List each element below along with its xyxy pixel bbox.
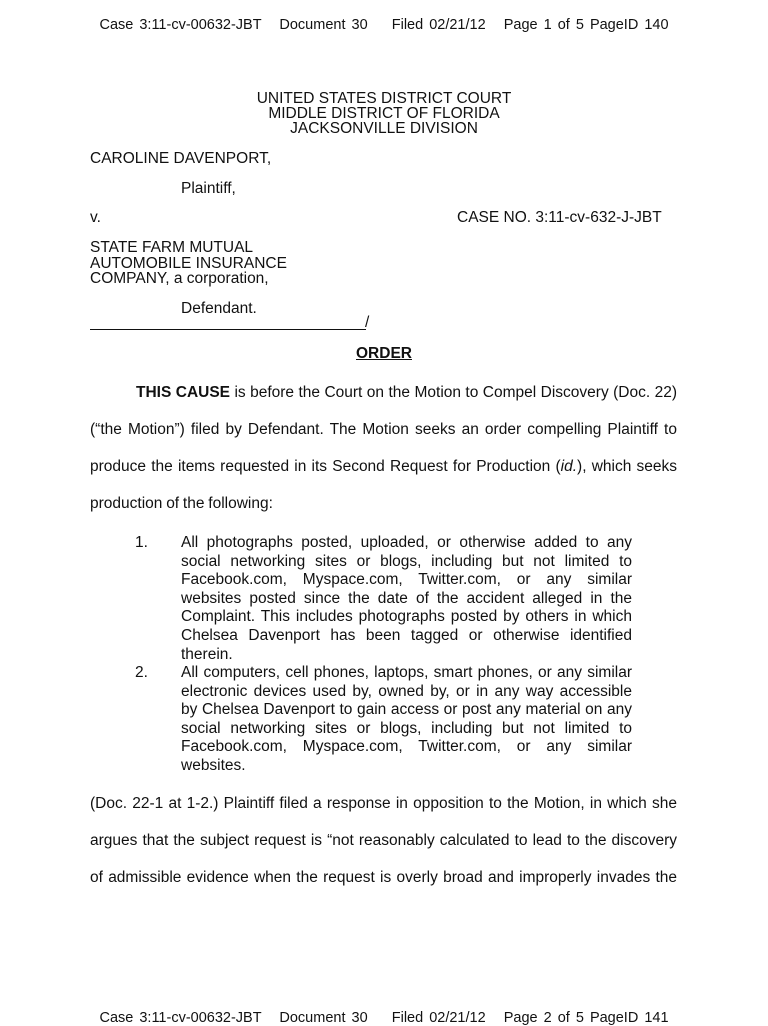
defendant-line: COMPANY, a corporation, xyxy=(90,270,269,287)
list-line: All computers, cell phones, laptops, smart phones, or any similar xyxy=(181,664,632,681)
versus: v. xyxy=(90,209,101,226)
plaintiff-role: Plaintiff, xyxy=(181,180,236,197)
defendant-role: Defendant. xyxy=(181,300,257,317)
body-line: argues that the subject request is “not reasonably calculated to lead to the discovery xyxy=(90,832,677,849)
case-header: Case 3:11-cv-00632-JBT Document 30 Filed 02/21/12 Page 1 of 5 PageID 140 xyxy=(99,17,669,33)
body-line: production of the following: xyxy=(90,495,273,512)
list-line: Complaint. This includes photographs posted by others in which xyxy=(181,608,632,626)
list-line: social networking sites or blogs, including but not limited to xyxy=(181,552,632,570)
list-line: websites. xyxy=(181,756,246,774)
body-line: (“the Motion”) filed by Defendant. The Motion seeks an order compelling Plaintiff to xyxy=(90,421,677,438)
court-district: MIDDLE DISTRICT OF FLORIDA xyxy=(268,105,500,122)
body-text: is before the Court on the Motion to Compel Discovery (Doc. 22) xyxy=(230,384,678,401)
citation-italic: id. xyxy=(560,458,578,475)
list-number: 1. xyxy=(135,534,148,551)
list-number: 2. xyxy=(135,664,148,681)
body-line xyxy=(90,458,677,476)
list-line: by Chelsea Davenport to gain access or post any material on any xyxy=(181,701,632,719)
order-title: ORDER xyxy=(356,345,412,362)
body-text: produce the items requested in its Second Request for Production ( xyxy=(90,458,561,475)
defendant-name xyxy=(90,240,287,287)
body-text: ), which seeks xyxy=(577,458,677,475)
case-number: CASE NO. 3:11-cv-632-J-JBT xyxy=(457,209,662,226)
list-line: Facebook.com, Myspace.com, Twitter.com, or any similar xyxy=(181,738,632,756)
list-line: Chelsea Davenport has been tagged or otherwise identified xyxy=(181,626,632,644)
court-heading xyxy=(0,91,768,136)
list-text xyxy=(181,534,632,664)
plaintiff-name: CAROLINE DAVENPORT, xyxy=(90,150,272,167)
body-line xyxy=(90,384,677,402)
next-page-header: Case 3:11-cv-00632-JBT Document 30 Filed 02/21/12 Page 2 of 5 PageID 141 xyxy=(99,1010,669,1026)
this-cause-bold: THIS CAUSE xyxy=(136,384,231,401)
list-line: Facebook.com, Myspace.com, Twitter.com, or any similar xyxy=(181,571,632,589)
body-line: of admissible evidence when the request is overly broad and improperly invades the xyxy=(90,869,677,886)
defendant-line: STATE FARM MUTUAL xyxy=(90,239,254,256)
defendant-line: AUTOMOBILE INSURANCE xyxy=(90,254,287,272)
list-line: All photographs posted, uploaded, or otherwise added to any xyxy=(181,534,632,551)
court-name: UNITED STATES DISTRICT COURT xyxy=(256,90,512,107)
court-division: JACKSONVILLE DIVISION xyxy=(290,120,478,137)
list-text xyxy=(181,664,632,776)
list-line: therein. xyxy=(181,645,233,663)
list-line: electronic devices used by, owned by, or in any way accessible xyxy=(181,682,632,700)
body-line: (Doc. 22-1 at 1-2.) Plaintiff filed a response in opposition to the Motion, in which she xyxy=(90,795,677,812)
list-line: websites posted since the date of the accident alleged in the xyxy=(181,589,632,607)
caption-slash: / xyxy=(365,314,370,331)
list-line: social networking sites or blogs, including but not limited to xyxy=(181,719,632,737)
caption-divider xyxy=(90,329,366,330)
